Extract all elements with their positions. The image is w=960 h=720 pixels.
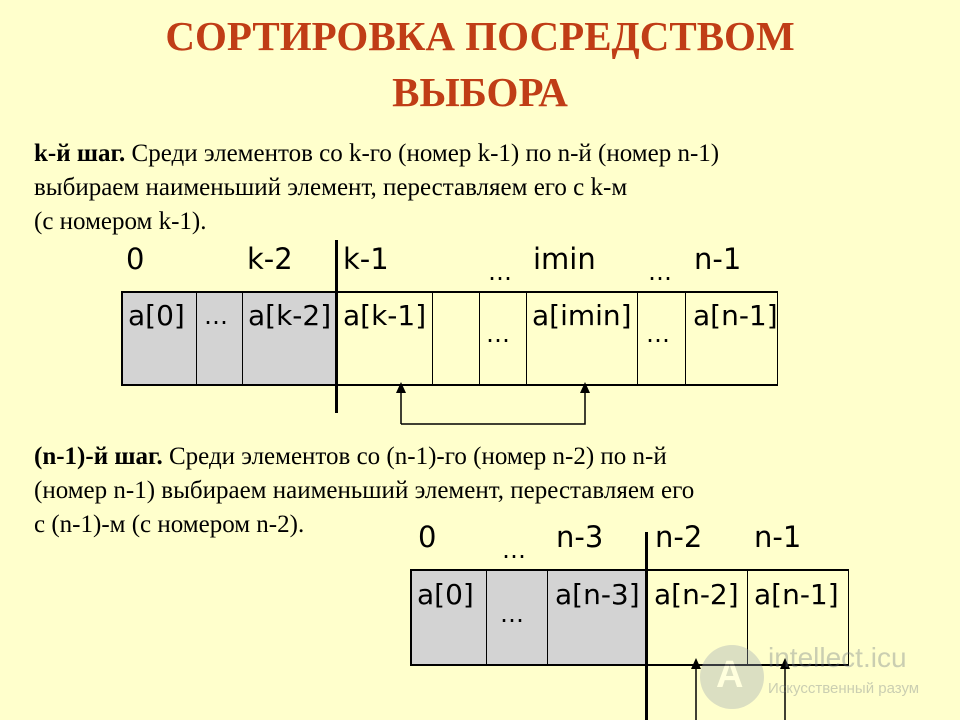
index-label-n-3: n-3 — [556, 520, 604, 554]
index-label-0: 0 — [126, 242, 145, 276]
cell-divider — [637, 291, 638, 386]
step-n1-line-3: с (n-1)-м (с номером n-2). — [34, 511, 305, 538]
cell-ellipsis: … — [500, 600, 528, 628]
boundary-marker — [645, 532, 648, 720]
step-n1-line-2: (номер n-1) выбираем наименьший элемент, переставляем его — [34, 477, 695, 504]
index-label-imin: imin — [533, 242, 596, 276]
cell-divider — [410, 569, 412, 666]
array-top-border — [122, 291, 778, 293]
index-ellipsis-1: … — [488, 258, 516, 286]
array-top-border — [411, 569, 849, 571]
cell-ellipsis: … — [486, 320, 514, 348]
index-label-k-2: k-2 — [247, 242, 293, 276]
index-ellipsis-2: … — [648, 258, 676, 286]
cell-divider — [121, 291, 123, 386]
cell-divider — [486, 569, 487, 666]
watermark-site: intellect.icu — [768, 642, 907, 673]
index-label-n-1: n-1 — [694, 242, 742, 276]
watermark-logo — [700, 640, 950, 715]
step-k-line-1-text: Среди элементов со k-го (номер k-1) по n-й (номер n-1) — [125, 140, 720, 167]
cell-a0: a[0] — [417, 578, 474, 611]
step-n1-line-1-text: Среди элементов со (n-1)-го (номер n-2) по n-й — [162, 443, 667, 470]
step-k-line-3: (с номером k-1). — [34, 208, 207, 235]
cell-divider — [196, 291, 197, 386]
index-ellipsis: … — [502, 536, 530, 564]
index-label-n-2: n-2 — [655, 520, 703, 554]
cell-a-n-2: a[n-2] — [654, 578, 739, 611]
step-k-line-1 — [34, 137, 934, 171]
cell-divider — [547, 569, 548, 666]
boundary-marker — [335, 240, 338, 413]
cell-a-n-1: a[n-1] — [693, 299, 778, 332]
cell-a-imin: a[imin] — [532, 299, 632, 332]
cell-a-n-1: a[n-1] — [754, 578, 839, 611]
cell-ellipsis: … — [204, 302, 232, 330]
step-k-description — [34, 137, 934, 239]
watermark-letter: A — [716, 654, 744, 696]
cell-a-n-3: a[n-3] — [555, 578, 640, 611]
cell-divider — [432, 291, 433, 386]
step-n1-line-1 — [34, 440, 934, 474]
cell-a-k-1: a[k-1] — [343, 299, 427, 332]
swap-arrow — [390, 380, 600, 430]
index-label-0: 0 — [418, 520, 437, 554]
cell-divider — [526, 291, 527, 386]
watermark-tagline: Искусственный разум — [768, 680, 920, 697]
title-line-2: ВЫБОРА — [392, 69, 568, 115]
step-k-heading: k-й шаг. — [34, 140, 126, 167]
step-k-line-2: выбираем наименьший элемент, переставляем его с k-м — [34, 174, 628, 201]
index-label-n-1: n-1 — [754, 520, 802, 554]
slide-title — [0, 8, 960, 120]
cell-divider — [479, 291, 480, 386]
cell-divider — [685, 291, 686, 386]
cell-divider — [242, 291, 243, 386]
index-label-k-1: k-1 — [343, 242, 389, 276]
cell-ellipsis: … — [646, 320, 674, 348]
cell-a0: a[0] — [128, 299, 185, 332]
cell-a-k-2: a[k-2] — [248, 299, 332, 332]
step-n1-heading: (n-1)-й шаг. — [34, 443, 163, 470]
title-line-1: СОРТИРОВКА ПОСРЕДСТВОМ — [165, 13, 795, 59]
